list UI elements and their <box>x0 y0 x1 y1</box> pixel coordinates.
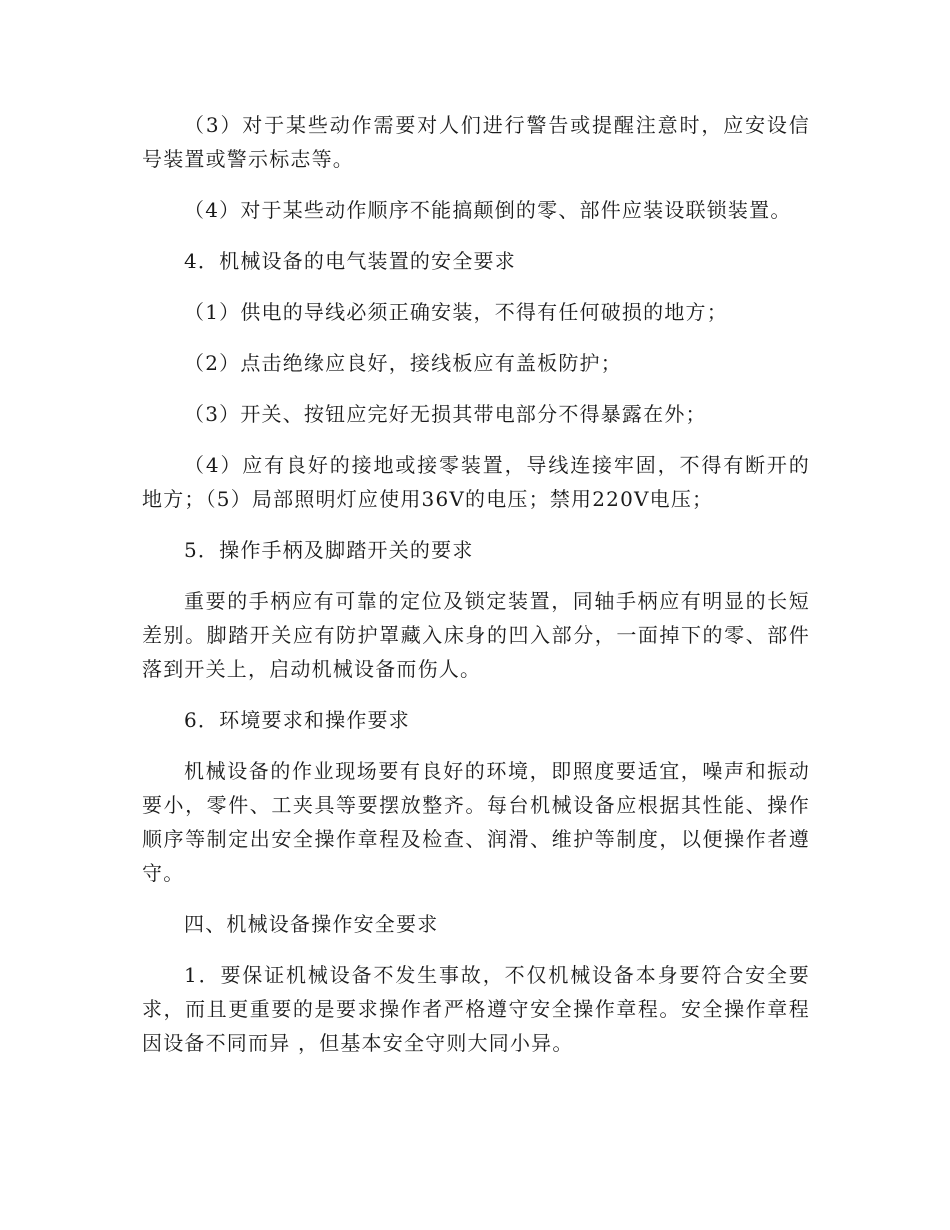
paragraph-operation-safety-1: 1．要保证机械设备不发生事故，不仅机械设备本身要符合安全要求，而且更重要的是要求操作者严格遵守安全操作章程。安全操作章程因设备不同而异 ，但基本安全守则大同小异。 <box>142 963 810 1055</box>
paragraph-handles-pedals: 重要的手柄应有可靠的定位及锁定装置，同轴手柄应有明显的长短差别。脚踏开关应有防护罩藏入床身的凹入部分，一面掉下的零、部件落到开关上，启动机械设备而伤人。 <box>142 589 810 681</box>
paragraph-item-3-signal-devices: （3）对于某些动作需要对人们进行警告或提醒注意时，应安设信号装置或警示标志等。 <box>142 113 810 171</box>
paragraph-electrical-1: （1）供电的导线必须正确安装，不得有任何破损的地方； <box>184 300 728 324</box>
paragraph-electrical-4-5: （4）应有良好的接地或接零装置，导线连接牢固，不得有断开的地方；（5）局部照明灯应使用36V的电压；禁用220V电压； <box>142 453 810 511</box>
paragraph-environment: 机械设备的作业现场要有良好的环境，即照度要适宜，噪声和振动要小，零件、工夹具等要摆放整齐。每台机械设备应根据其性能、操作顺序等制定出安全操作章程及检查、润滑、维护等制度，以便操作者遵守。 <box>142 759 810 885</box>
section-heading-environment: 6．环境要求和操作要求 <box>184 708 410 732</box>
document-body <box>142 108 810 1077</box>
chapter-heading-operation-safety: 四、机械设备操作安全要求 <box>184 912 439 936</box>
section-heading-handles-pedals: 5．操作手柄及脚踏开关的要求 <box>184 538 474 562</box>
paragraph-item-4-interlock: （4）对于某些动作顺序不能搞颠倒的零、部件应装设联锁装置。 <box>184 198 792 222</box>
paragraph-electrical-3: （3）开关、按钮应完好无损其带电部分不得暴露在外； <box>184 402 707 426</box>
section-heading-electrical: 4．机械设备的电气装置的安全要求 <box>184 249 516 273</box>
paragraph-electrical-2: （2）点击绝缘应良好，接线板应有盖板防护； <box>184 351 622 375</box>
